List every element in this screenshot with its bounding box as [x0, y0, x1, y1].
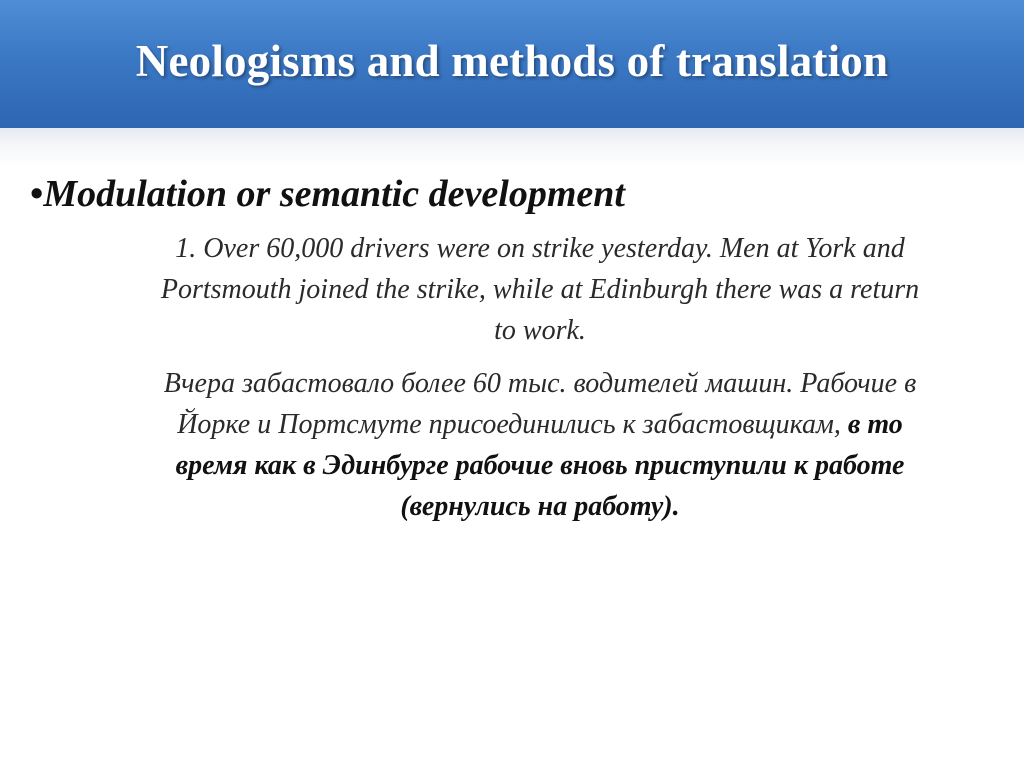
russian-line-4-bold: (вернулись на работу)	[400, 491, 673, 522]
bullet-heading	[30, 172, 625, 216]
english-line-2: Portsmouth joined the strike, while at Edinburgh there was a return	[160, 274, 920, 305]
russian-line-2-bold: в то	[847, 409, 903, 440]
slide-title: Neologisms and methods of translation	[135, 36, 889, 86]
russian-line-1: Вчера забастовало более 60 тыс. водителей машин. Рабочие в	[163, 368, 917, 399]
russian-line-4-end: .	[672, 491, 680, 522]
russian-translation	[60, 363, 1020, 527]
bullet-marker: •	[30, 173, 44, 215]
title-bar	[0, 0, 1024, 128]
bullet-text: Modulation or semantic development	[43, 173, 625, 215]
slide-content	[0, 128, 1024, 767]
russian-line-3-bold: время как в Эдинбурге рабочие вновь приступили к работе	[175, 450, 905, 481]
english-line-3: to work.	[494, 315, 586, 346]
english-line-1: 1. Over 60,000 drivers were on strike yesterday. Men at York and	[175, 233, 905, 264]
russian-line-2: Йорке и Портсмуте присоединились к забастовщикам,	[177, 409, 848, 440]
english-example	[60, 228, 1020, 351]
